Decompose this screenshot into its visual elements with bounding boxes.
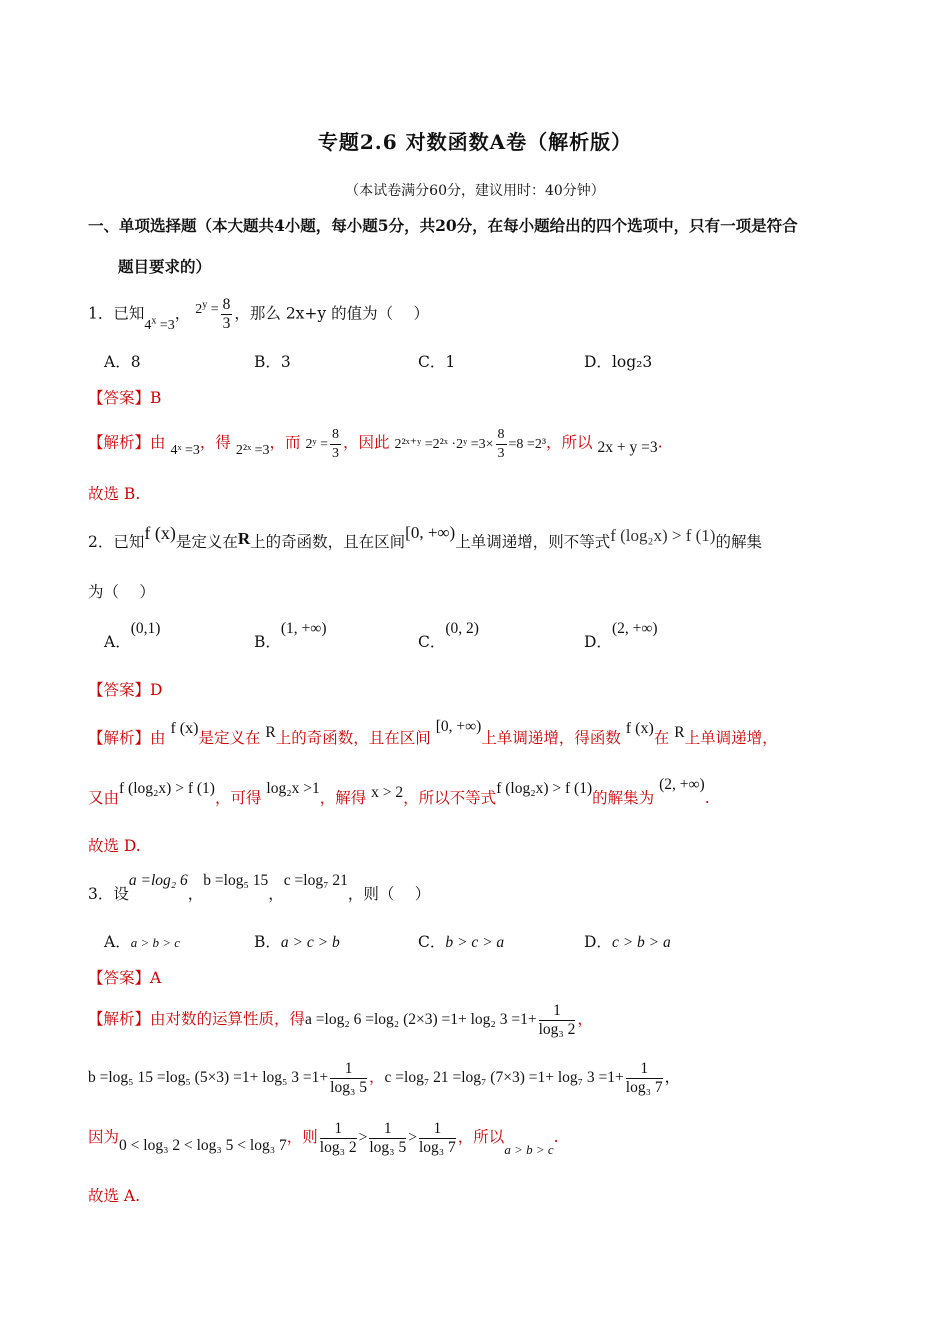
analysis-text: ， [369, 1068, 385, 1087]
q1-prefix: 1．已知 [88, 304, 145, 323]
q1-suffix: ，那么 2x+y 的值为（ ） [234, 304, 430, 323]
q3-option-d [584, 930, 671, 952]
option-value: (0, 2) [445, 620, 479, 637]
gt-sign: > [358, 1129, 368, 1147]
analysis-text: ，则 [286, 1128, 318, 1147]
q3-frac-2 [369, 1120, 406, 1157]
q2-analysis-R: R [265, 724, 276, 741]
frac-num: 1 [369, 1120, 406, 1139]
frac-num: 1 [330, 1060, 367, 1079]
q1-fraction [221, 296, 233, 333]
analysis-text: ，因此 [343, 433, 390, 452]
q3-prefix: 3．设 [88, 885, 129, 903]
analysis-text: . [657, 433, 663, 452]
q1-option-a [104, 350, 141, 372]
q1-option-b [254, 350, 291, 372]
q3-b-frac [330, 1060, 367, 1097]
q3-conclusion: 故选 A. [88, 1187, 141, 1205]
q2-analysis-R2: R [674, 724, 685, 741]
analysis-text: 上单调递增，得函数 [481, 729, 621, 747]
question-2-stem [88, 523, 762, 552]
q1-eq2 [195, 298, 219, 317]
option-label: C． [418, 353, 446, 371]
q3-analysis-compare [88, 1120, 559, 1157]
q1-comma: ， [174, 304, 191, 323]
q1-m4-frac [496, 426, 507, 463]
analysis-text: 的解集为 [592, 789, 655, 807]
option-value: 8 [130, 353, 141, 371]
q3-frac-3 [419, 1120, 456, 1157]
option-value: b > c > a [445, 934, 505, 951]
q3-def-b: b =log₅ 15 [203, 872, 269, 889]
q2-analysis-solution: (2, +∞) [659, 776, 705, 793]
q1-frac-den: 3 [222, 315, 231, 332]
q2-option-b [254, 620, 327, 652]
q2-text: 是定义在 [175, 533, 238, 551]
analysis-text: 又由 [88, 789, 120, 807]
q3-option-b [254, 930, 340, 952]
frac-den: log₃ 7 [418, 1139, 456, 1156]
option-label: A． [104, 353, 131, 371]
analysis-text: . [553, 1128, 559, 1147]
option-label: A． [104, 933, 131, 951]
option-value: 1 [445, 353, 456, 371]
frac-num: 1 [626, 1060, 663, 1079]
q2-answer: 【答案】D [88, 681, 163, 699]
q1-eq1-rhs: =3 [159, 317, 175, 333]
page-title: 专题2.6 对数函数A卷（解析版） [317, 130, 633, 154]
q3-frac-compare [318, 1120, 458, 1156]
option-value: (2, +∞) [611, 620, 658, 637]
q1-option-c [418, 350, 455, 372]
option-label: D． [584, 633, 612, 651]
analysis-text: ，解得 [319, 789, 367, 807]
q2-analysis-cont [88, 776, 710, 808]
frac-num: 8 [496, 426, 507, 445]
analysis-text: ，而 [269, 433, 301, 452]
q2-analysis-ineq2: f (log₂x) > f (1) [496, 780, 593, 797]
analysis-label: 【解析】 [88, 1010, 151, 1029]
option-label: B． [254, 353, 281, 371]
analysis-text: ，所以 [546, 433, 593, 452]
question-1-stem [88, 296, 429, 333]
q1-eq2-eq: = [210, 301, 219, 317]
option-value: c > b > a [611, 934, 671, 951]
q2-prefix: 2．已知 [88, 533, 145, 551]
q1-eq1-base: 4 [144, 317, 152, 333]
q2-analysis-log-ineq: log₂x >1 [266, 780, 320, 797]
q3-b-chain [88, 1060, 369, 1096]
analysis-text: 由 [150, 433, 166, 452]
frac-den: log₃ 7 [625, 1079, 663, 1096]
option-label: C． [418, 633, 446, 651]
q1-m3-frac [330, 426, 341, 463]
q2-fx: f (x) [144, 523, 176, 543]
q3-text: ， [187, 885, 204, 903]
option-value: log₂3 [611, 353, 653, 371]
q3-frac-1 [320, 1120, 357, 1157]
q1-m3-lhs: 2ʸ = [305, 436, 329, 452]
q2-conclusion: 故选 D. [88, 837, 141, 855]
q3-analysis-bc [88, 1060, 680, 1097]
q3-c-eq: c =log₇ 21 =log₇ (7×3) =1+ log₇ 3 =1+ [384, 1069, 624, 1087]
analysis-label: 【解析】 [88, 729, 151, 747]
q1-analysis-math-5: 2x + y =3 [597, 438, 658, 456]
q1-eq1-sup: x [151, 314, 157, 326]
option-label: D． [584, 933, 612, 951]
q3-b-eq: b =log₅ 15 =log₅ (5×3) =1+ log₅ 3 =1+ [88, 1069, 329, 1087]
q2-real-set: R [237, 529, 251, 548]
q1-m4-lhs: 2²ˣ⁺ʸ =2²ˣ ·2ʸ =3× [394, 436, 494, 452]
q3-c-chain [384, 1060, 665, 1096]
q2-text: 上的奇函数，且在区间 [250, 533, 406, 551]
option-label: B． [254, 633, 281, 651]
analysis-text: 上单调递增， [684, 729, 778, 747]
q3-option-c [418, 930, 504, 952]
q1-answer: 【答案】B [88, 389, 162, 407]
q2-analysis-interval: [0, +∞) [435, 718, 482, 735]
q1-analysis [88, 426, 663, 463]
q3-c-frac [626, 1060, 663, 1097]
option-value: 3 [280, 353, 291, 371]
option-value: a > b > c [130, 935, 181, 950]
q3-text: ， [268, 885, 284, 903]
q2-text: 的解集 [715, 533, 762, 551]
option-value: (1, +∞) [280, 620, 327, 637]
analysis-text: 由对数的运算性质，得 [150, 1010, 306, 1029]
q2-inequality: f (log₂x) > f (1) [610, 526, 716, 545]
analysis-text: ，所以不等式 [403, 789, 497, 807]
analysis-text: 上的奇函数，且在区间 [275, 729, 431, 747]
frac-den: log₃ 2 [538, 1021, 576, 1038]
q3-def-c: c =log₇ 21 [283, 872, 348, 889]
q3-option-a [104, 930, 180, 952]
q3-a-eq: a =log₂ 6 =log₂ (2×3) =1+ log₂ 3 =1+ [305, 1011, 537, 1029]
analysis-text: . [704, 789, 710, 807]
q2-option-c [418, 620, 479, 652]
page-subtitle: （本试卷满分60分，建议用时：40分钟） [345, 183, 605, 199]
analysis-text: ， [577, 1010, 593, 1029]
option-label: D． [584, 353, 612, 371]
q2-option-d [584, 620, 658, 652]
q2-text: 上单调递增，则不等式 [455, 533, 611, 551]
q2-analysis [88, 718, 778, 748]
q3-analysis [88, 1002, 593, 1039]
section-heading: 一、单项选择题（本大题共4小题，每小题5分，共20分，在每小题给出的四个选项中，只有一项是符合 [88, 216, 798, 235]
option-value: a > c > b [280, 934, 340, 951]
analysis-text: 在 [653, 729, 670, 747]
analysis-text: ，得 [199, 433, 231, 452]
q2-analysis-ineq: f (log₂x) > f (1) [119, 780, 215, 797]
q3-answer: 【答案】A [88, 969, 162, 987]
gt-sign: > [408, 1129, 417, 1147]
analysis-text: ， [664, 1068, 681, 1087]
analysis-text: 因为 [88, 1128, 120, 1147]
q3-a-frac [539, 1002, 576, 1039]
option-label: B． [254, 933, 281, 951]
frac-num: 1 [320, 1120, 357, 1139]
q2-analysis-x-gt-2: x > 2 [371, 784, 404, 801]
frac-den: 3 [332, 446, 340, 461]
q1-eq1 [144, 314, 175, 333]
analysis-text: 由 [150, 729, 166, 747]
q2-option-a [104, 620, 161, 652]
frac-den: 3 [497, 446, 505, 461]
frac-den: log₃ 5 [330, 1079, 367, 1096]
option-value: (0,1) [130, 620, 161, 637]
q3-def-a: a =log₂ 6 [128, 872, 188, 889]
question-3-stem [88, 872, 431, 904]
analysis-label: 【解析】 [88, 433, 151, 452]
frac-num: 1 [419, 1120, 456, 1139]
analysis-text: ，可得 [214, 789, 262, 807]
q3-log-ineq: 0 < log₃ 2 < log₃ 5 < log₃ 7 [119, 1137, 287, 1155]
q1-m4-rhs: =8 =2³ [508, 436, 547, 452]
q1-eq2-sup: y [202, 298, 208, 310]
option-label: A． [104, 633, 131, 651]
q1-analysis-math-3 [305, 427, 343, 461]
analysis-text: ，所以 [457, 1128, 505, 1147]
q3-text: ，则（ ） [347, 885, 431, 903]
q3-analysis-a-chain [305, 1002, 577, 1038]
section-heading-cont: 题目要求的） [118, 257, 212, 276]
q2-analysis-fx: f (x) [170, 720, 199, 737]
question-2-stem-cont: 为（ ） [88, 583, 155, 601]
frac-den: log₃ 2 [319, 1139, 357, 1156]
q1-eq2-base: 2 [195, 301, 203, 317]
q2-analysis-fx2: f (x) [625, 720, 654, 737]
option-label: C． [418, 933, 446, 951]
q1-conclusion: 故选 B. [88, 485, 141, 503]
q1-analysis-math-1: 4ˣ =3 [170, 442, 200, 458]
q2-interval: [0, +∞) [405, 523, 456, 542]
q1-analysis-math-4 [394, 427, 547, 461]
q1-analysis-math-2: 2²ˣ =3 [235, 442, 270, 458]
frac-den: log₃ 5 [369, 1139, 407, 1156]
q1-frac-num: 8 [222, 296, 231, 313]
analysis-text: 是定义在 [198, 729, 261, 747]
frac-num: 8 [330, 426, 341, 445]
q1-option-d [584, 350, 652, 372]
q3-result: a > b > c [504, 1142, 554, 1158]
frac-num: 1 [539, 1002, 576, 1021]
